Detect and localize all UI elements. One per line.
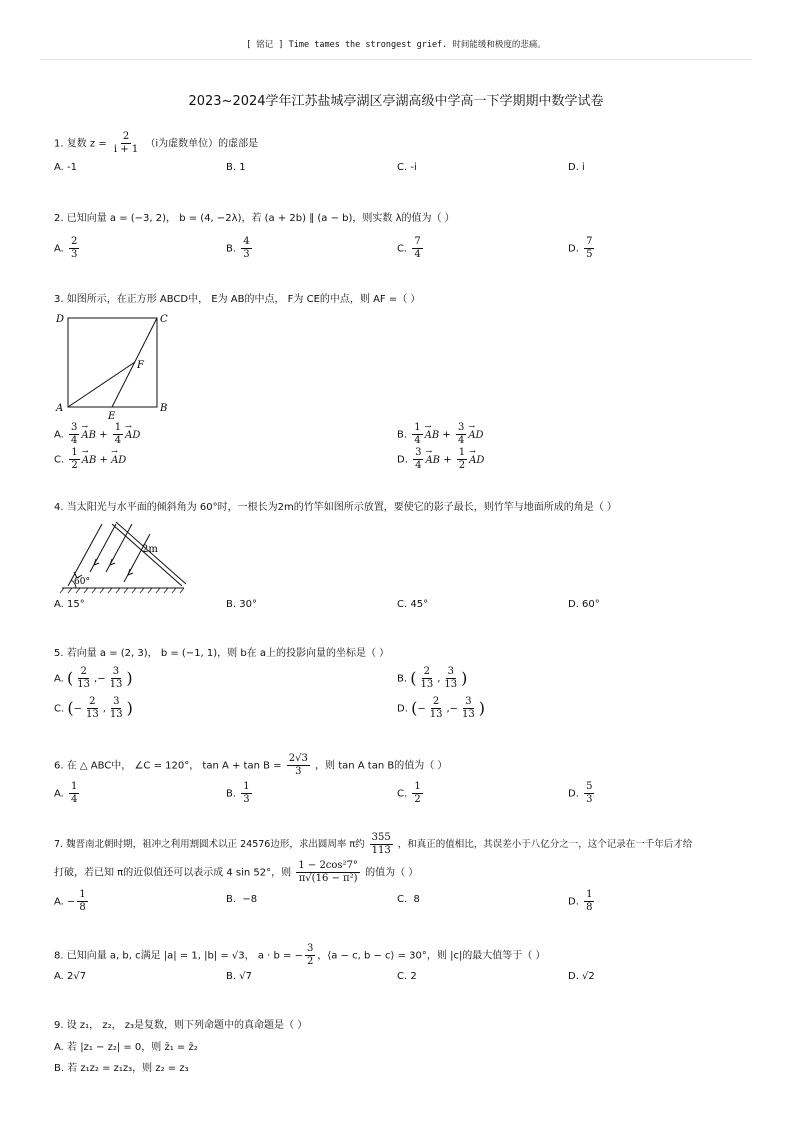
q7-b-label: B.: [226, 894, 237, 905]
q2-d-num: 7: [586, 236, 593, 247]
q3-d-den2: 2: [458, 460, 466, 471]
q6-option-c[interactable]: [397, 781, 425, 806]
q5-d-sign1: −: [417, 703, 426, 715]
q3-d-vec2: → AD: [469, 454, 484, 468]
q3-a-frac1: [69, 422, 79, 447]
q6-c-label: C.: [397, 788, 408, 800]
q3-option-b[interactable]: [397, 422, 484, 447]
q8-stem-b: ，⟨a − c, b − c⟩ = 30°，则 |c|的最大值等于（ ）: [317, 950, 546, 962]
q6-frac-num: 2√3: [288, 753, 308, 764]
q6-option-a[interactable]: [54, 781, 81, 806]
q6-c-den: 2: [414, 794, 421, 805]
q5-c-sign1: −: [73, 703, 82, 715]
q6-a-frac: [69, 781, 79, 806]
q7-frac2-num: 1 − 2cos²7°: [298, 860, 358, 871]
question-4-stem: 4. 当太阳光与水平面的倾斜角为 60°时，一根长为2m的竹竿如图所示放置，要使它的影子最长，则竹竿与地面所成的角是（ ）: [54, 502, 617, 513]
q5-b-frac1: [418, 666, 435, 691]
q5-b-den2: 13: [444, 679, 458, 690]
q3-d-frac1: [413, 447, 423, 472]
q5-b-label: B.: [397, 673, 408, 685]
q2-a-den: 3: [71, 249, 78, 260]
q2-a-frac: [69, 236, 79, 261]
q5-a-num1: 2: [80, 666, 87, 677]
q1-stem-text: 1. 复数 z =: [54, 138, 107, 150]
q1-fraction: [112, 131, 140, 156]
q5-a-num2: 3: [112, 666, 120, 677]
q3-a-num2: 1: [114, 422, 122, 433]
q3-b-frac2: [456, 422, 466, 447]
label-b: B: [160, 403, 168, 414]
q8-option-b[interactable]: B. √7: [226, 971, 252, 982]
q6-stem-text: 6. 在 △ ABC中， ∠C = 120°， tan A + tan B =: [54, 760, 282, 772]
q5-d-frac2: [460, 696, 477, 721]
q5-a-label: A.: [54, 673, 64, 685]
q7-line2-b: 的值为（ ）: [365, 867, 419, 879]
question-5-stem: 5. 若向量 a = (2, 3)， b = (−1, 1)，则 b在 a上的投影向量的坐标是（ ）: [54, 648, 390, 659]
q7-frac1-den: 113: [371, 845, 391, 856]
q6-a-den: 4: [71, 794, 78, 805]
q3-b-label: B.: [397, 429, 408, 441]
q7-a-num: 1: [79, 889, 86, 900]
q8-option-d[interactable]: D. √2: [568, 971, 595, 982]
q6-option-b[interactable]: [226, 781, 254, 806]
header-note: [ 铭记 ] Time tames the strongest grief. 时间能缓和极度的悲痛。: [246, 40, 546, 50]
q2-b-frac: [241, 236, 251, 261]
q3-d-frac2: [457, 447, 467, 472]
q7-a-sign: −: [67, 896, 76, 908]
q7-option-c[interactable]: [397, 893, 420, 907]
label-d: D: [56, 314, 65, 325]
q3-a-vec2: → AD: [125, 429, 140, 443]
q5-d-den1: 13: [429, 709, 443, 720]
ground-hatching: [60, 588, 184, 593]
q3-b-sign: +: [442, 429, 451, 441]
label-a: A: [56, 403, 64, 414]
q1-option-a[interactable]: A. -1: [54, 162, 77, 173]
question-3-stem: 3. 如图所示，在正方形 ABCD中， E为 AB的中点， F为 CE的中点，则 AF =（ ）: [54, 294, 421, 305]
segment-af: [68, 362, 135, 407]
q5-a-den1: 13: [77, 679, 91, 690]
q3-a-vec1: → AB: [81, 429, 96, 443]
q5-d-label: D.: [397, 703, 408, 715]
bamboo-pole: [112, 524, 182, 586]
q3-a-den2: 4: [114, 435, 122, 446]
q7-d-frac: [584, 889, 594, 914]
length-label: 2m: [142, 544, 158, 555]
q6-frac-den: 3: [295, 766, 302, 777]
q3-option-c[interactable]: [54, 447, 126, 472]
q6-b-frac: [241, 781, 251, 806]
q6-d-den: 3: [586, 794, 593, 805]
q5-option-a[interactable]: A. ( $\frac{2}{13}$ ,− $\frac{3}{13}$ ): [54, 666, 133, 690]
q5-d-num1: 2: [432, 696, 440, 707]
question-7-line-1: [54, 832, 692, 857]
q5-c-num1: 2: [89, 696, 96, 707]
q6-a-num: 1: [71, 781, 78, 792]
q3-option-d[interactable]: [397, 447, 484, 472]
q9-option-b[interactable]: B. 若 z₁z₂ = z₁z₃，则 z₂ = z₃: [54, 1063, 189, 1074]
question-2-stem: 2. 已知向量 a = (−3, 2)， b = (4, −2λ)，若 (a + 2b) ∥ (a − b)，则实数 λ的值为（ ）: [54, 213, 455, 224]
q7-fraction-2: [296, 860, 360, 885]
q5-a-rparen: ): [126, 668, 133, 688]
q8-frac-den: 2: [306, 956, 314, 967]
q3-c-vec2: → AD: [111, 454, 126, 468]
q5-c-frac2: [108, 696, 125, 721]
q3-d-sign: +: [443, 454, 452, 466]
q7-fraction-1: [370, 832, 393, 857]
q5-option-c[interactable]: C. (− $\frac{2}{13}$ , $\frac{3}{13}$ ): [54, 696, 133, 720]
q6-b-num: 1: [243, 781, 250, 792]
q7-d-label: D.: [568, 896, 579, 908]
q8-option-a[interactable]: A. 2√7: [54, 971, 87, 982]
q3-c-frac1: [69, 447, 79, 472]
q1-frac-den: i + 1: [113, 144, 139, 155]
q3-a-den1: 4: [71, 435, 78, 446]
q4-option-c[interactable]: C. 45°: [397, 599, 429, 610]
q3-a-label: A.: [54, 429, 64, 441]
q5-c-rparen: ): [126, 698, 133, 718]
q6-d-num: 5: [586, 781, 593, 792]
q7-a-frac: [77, 889, 87, 914]
q3-c-sign: +: [99, 454, 108, 466]
q5-c-den2: 13: [109, 709, 123, 720]
q5-b-rparen: ): [461, 668, 468, 688]
q7-line1-b: ，和真正的值相比，其误差小于八亿分之一，这个记录在一千年后才给: [397, 839, 693, 850]
q8-fraction: [305, 943, 315, 968]
q7-option-d[interactable]: [568, 889, 596, 914]
q3-b-vec2: → AD: [468, 429, 483, 443]
q7-line1-a: 7. 魏晋南北朝时期，祖冲之利用割圆术以正 24576边形，求出圆周率 π约: [54, 839, 365, 850]
question-9-stem: 9. 设 z₁， z₂， z₃是复数，则下列命题中的真命题是（ ）: [54, 1020, 308, 1031]
q7-c-value: 8: [413, 894, 420, 905]
page-title: 2023~2024学年江苏盐城亭湖区亭湖高级中学高一下学期期中数学试卷: [188, 94, 604, 109]
q7-frac2-den: π√(16 − π²): [298, 873, 358, 884]
q3-b-num1: 1: [414, 422, 421, 433]
q9-option-a[interactable]: A. 若 |z₁ − z₂| = 0，则 z̄₁ = z̄₂: [54, 1042, 198, 1053]
q7-option-b[interactable]: [226, 893, 257, 907]
q2-b-label: B.: [226, 243, 237, 255]
q1-option-c[interactable]: C. -i: [397, 162, 417, 173]
square-abcd-figure: [54, 310, 184, 422]
q2-d-den: 5: [586, 249, 593, 260]
q3-a-sign: +: [99, 429, 108, 441]
q4-option-b[interactable]: B. 30°: [226, 599, 257, 610]
q5-a-den2: 13: [109, 679, 123, 690]
q5-a-sign2: −: [97, 673, 106, 685]
question-6-stem: [54, 753, 447, 778]
q2-c-num: 7: [414, 236, 421, 247]
q7-option-a[interactable]: [54, 889, 90, 914]
q3-b-vec1: → AB: [425, 429, 440, 443]
q5-c-num2: 3: [113, 696, 120, 707]
q5-b-den1: 13: [420, 679, 434, 690]
header-divider: [40, 59, 752, 60]
q3-b-frac1: [412, 422, 422, 447]
q5-a-lparen: (: [67, 668, 74, 688]
q5-d-num2: 3: [465, 696, 472, 707]
q6-option-d[interactable]: [568, 781, 596, 806]
q5-d-den2: 13: [462, 709, 475, 720]
q6-a-label: A.: [54, 788, 64, 800]
q3-a-num1: 3: [71, 422, 78, 433]
q3-c-vec1: → AB: [82, 454, 97, 468]
label-e: E: [108, 411, 116, 422]
q2-option-a[interactable]: [54, 236, 81, 261]
q6-b-den: 3: [243, 794, 250, 805]
q3-d-num2: 1: [458, 447, 466, 458]
q2-b-num: 4: [243, 236, 250, 247]
q6-b-label: B.: [226, 788, 237, 800]
q3-d-den1: 4: [415, 460, 422, 471]
q6-fraction: [287, 753, 310, 778]
q3-option-a[interactable]: [54, 422, 140, 447]
q2-b-den: 3: [243, 249, 250, 260]
q5-b-num2: 3: [447, 666, 454, 677]
q6-c-frac: [412, 781, 422, 806]
sunlight-pole-figure: [54, 520, 189, 595]
label-f: F: [137, 360, 144, 371]
angle-label: 60°: [74, 577, 90, 587]
q8-frac-num: 3: [306, 943, 314, 954]
q3-d-vec1: → AB: [425, 454, 440, 468]
q5-a-frac1: [75, 666, 92, 691]
q1-frac-num: 2: [122, 131, 130, 142]
question-8-stem: [54, 943, 546, 968]
q2-c-frac: [412, 236, 422, 261]
q6-d-frac: [584, 781, 594, 806]
q2-option-d[interactable]: [568, 236, 596, 261]
q2-c-label: C.: [397, 243, 408, 255]
q6-stem-tail: ，则 tan A tan B的值为（ ）: [315, 760, 448, 772]
q3-d-label: D.: [397, 454, 408, 466]
q5-option-b[interactable]: B. ( $\frac{2}{13}$ , $\frac{3}{13}$ ): [397, 666, 468, 690]
q2-a-label: A.: [54, 243, 64, 255]
q3-b-den1: 4: [414, 435, 421, 446]
q5-d-frac1: [428, 696, 445, 721]
q5-option-d[interactable]: D. (− $\frac{2}{13}$ ,− $\frac{3}{13}$ ): [397, 696, 486, 720]
q5-c-lparen: (: [67, 698, 74, 718]
q2-c-den: 4: [414, 249, 421, 260]
q5-d-sign2: −: [449, 703, 459, 715]
q2-d-frac: [584, 236, 594, 261]
q5-d-lparen: (: [411, 698, 418, 718]
q3-d-num1: 3: [415, 447, 422, 458]
q5-d-rparen: ): [478, 698, 486, 718]
q7-a-label: A.: [54, 896, 64, 908]
q4-option-d[interactable]: D. 60°: [568, 599, 600, 610]
q2-d-label: D.: [568, 243, 579, 255]
q2-a-num: 2: [71, 236, 78, 247]
q8-option-c[interactable]: C. 2: [397, 971, 417, 982]
q2-option-c[interactable]: [397, 236, 425, 261]
q5-b-num1: 2: [423, 666, 431, 677]
q5-c-frac1: [84, 696, 101, 721]
q4-option-a[interactable]: A. 15°: [54, 599, 85, 610]
q2-option-b[interactable]: [226, 236, 254, 261]
q7-d-den: 8: [586, 902, 593, 913]
q1-stem-tail: （i为虚数单位）的虚部是: [145, 138, 259, 150]
q7-a-den: 8: [79, 902, 86, 913]
q5-b-frac2: [442, 666, 459, 691]
label-c: C: [160, 314, 168, 325]
q7-c-label: C.: [397, 894, 408, 905]
q7-line2-a: 打破，若已知 π的近似值还可以表示成 4 sin 52°，则: [54, 867, 292, 879]
segment-ec: [112, 318, 157, 407]
q7-b-value: −8: [242, 894, 258, 905]
q3-b-den2: 4: [457, 435, 465, 446]
q7-frac1-num: 355: [371, 832, 391, 843]
q8-stem-a: 8. 已知向量 a, b, c满足 |a| = 1, |b| = √3， a · b = −: [54, 950, 303, 962]
q1-option-d[interactable]: D. i: [568, 162, 585, 173]
q1-option-b[interactable]: B. 1: [226, 162, 246, 173]
q5-b-lparen: (: [410, 668, 417, 688]
question-1-stem: [54, 131, 258, 156]
q3-c-den1: 2: [71, 460, 78, 471]
q5-c-label: C.: [54, 703, 65, 715]
q3-b-num2: 3: [457, 422, 465, 433]
q5-a-frac2: [108, 666, 125, 691]
q3-a-frac2: [113, 422, 123, 447]
q3-c-label: C.: [54, 454, 65, 466]
q3-c-num1: 1: [71, 447, 78, 458]
q5-c-den1: 13: [86, 709, 99, 720]
q7-d-num: 1: [586, 889, 593, 900]
q6-d-label: D.: [568, 788, 579, 800]
q6-c-num: 1: [414, 781, 421, 792]
question-7-line-2: [54, 860, 418, 885]
